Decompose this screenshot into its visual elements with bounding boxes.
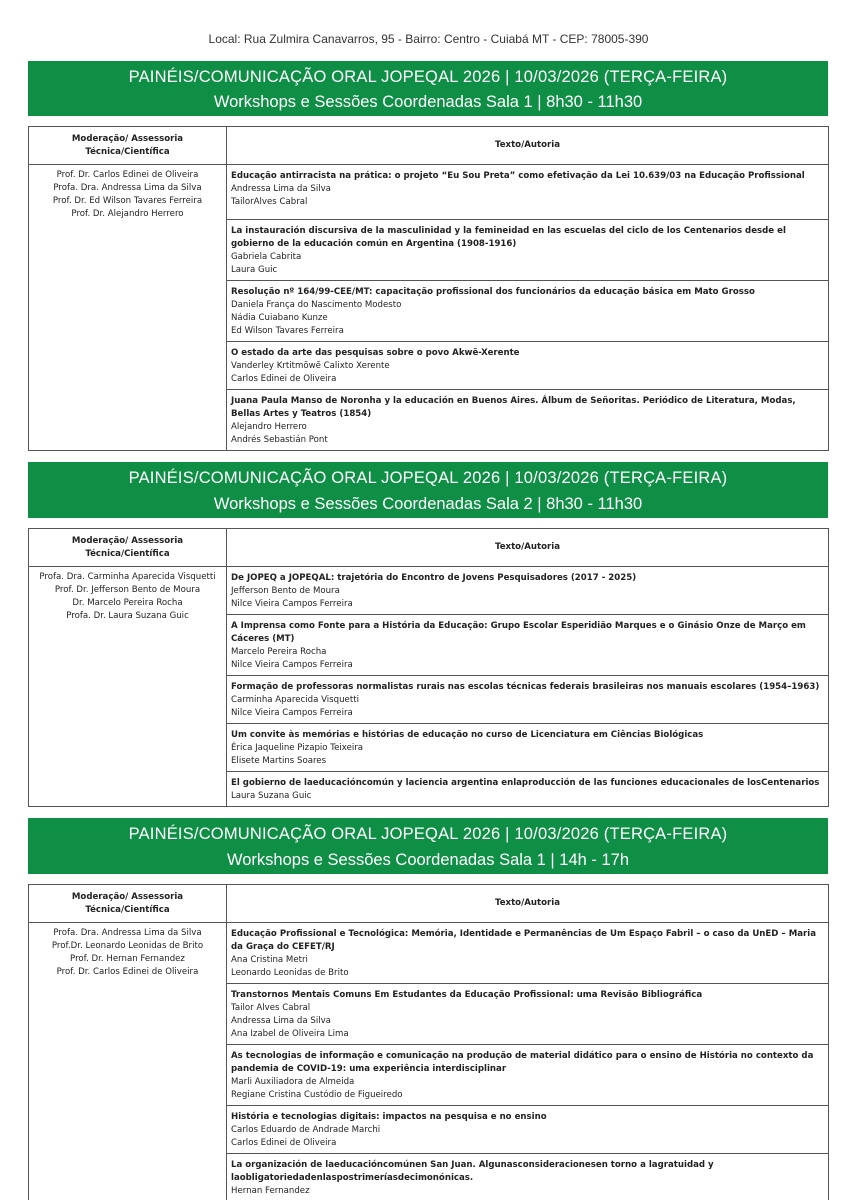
presentation-item <box>227 1106 829 1154</box>
presentation-author: Érica Jaqueline Pizapio Teixeira <box>231 743 364 753</box>
presentation-author: Leonardo Leonidas de Brito <box>231 968 349 978</box>
presentation-title: Juana Paula Manso de Noronha y la educación en Buenos Aires. Álbum de Señoritas. Periódico de Literatura, Modas, Bellas Artes y Teatros (1854) <box>231 396 796 419</box>
presentation-item <box>227 724 829 772</box>
presentation-author: Alejandro Herrero <box>231 422 307 432</box>
presentation-author: Laura Suzana Guic <box>231 791 312 801</box>
moderator: Profa. Dra. Carminha Aparecida Visquetti <box>39 572 216 582</box>
venue-address: Local: Rua Zulmira Canavarros, 95 - Bairro: Centro - Cuiabá MT - CEP: 78005-390 <box>208 32 649 46</box>
presentation-author: Hernan Fernandez <box>231 1186 310 1196</box>
moderator: Prof. Dr. Carlos Edinei de Oliveira <box>56 170 199 180</box>
presentation-author: Ed Wilson Tavares Ferreira <box>231 326 344 336</box>
presentation-author: Regiane Cristina Custódio de Figueiredo <box>231 1090 403 1100</box>
presentation-title: De JOPEQ a JOPEQAL: trajetória do Encontro de Jovens Pesquisadores (2017 - 2025) <box>231 573 637 583</box>
presentation-author: TailorAlves Cabral <box>231 197 308 207</box>
presentation-item <box>227 923 829 984</box>
presentation-item <box>227 1045 829 1106</box>
presentation-item <box>227 567 829 615</box>
session-subtitle: Workshops e Sessões Coordenadas Sala 1 | 8h30 - 11h30 <box>213 93 643 111</box>
presentation-author: Carlos Edinei de Oliveira <box>231 1138 337 1148</box>
moderator: Prof. Dr. Jefferson Bento de Moura <box>54 585 201 595</box>
presentation-item <box>227 165 829 220</box>
presentation-title: A Imprensa como Fonte para a História da Educação: Grupo Escolar Esperidião Marques e o Ginásio Onze de Março em Cáceres (MT) <box>231 621 806 644</box>
presentation-author: Ana Cristina Metri <box>231 955 308 965</box>
presentation-author: Gabriela Cabrita <box>231 252 302 262</box>
presentation-title: Educação antirracista na prática: o projeto “Eu Sou Preta” como efetivação da Lei 10.639/03 na Educação Profissional <box>231 171 805 181</box>
presentation-author: Andrés Sebastián Pont <box>231 435 328 445</box>
presentation-item <box>227 390 829 451</box>
moderator: Dr. Marcelo Pereira Rocha <box>72 598 183 608</box>
presentation-author: Ana Izabel de Oliveira Lima <box>231 1029 349 1039</box>
header-text-authorship: Texto/Autoria <box>227 529 829 567</box>
session-subtitle: Workshops e Sessões Coordenadas Sala 1 | 14h - 17h <box>226 851 630 869</box>
presentation-title: Transtornos Mentais Comuns Em Estudantes da Educação Profissional: uma Revisão Bibliográfica <box>231 990 703 1000</box>
presentation-item <box>227 281 829 342</box>
moderator: Prof. Dr. Ed Wilson Tavares Ferreira <box>52 196 203 206</box>
presentation-item <box>227 342 829 390</box>
session-banner-2 <box>28 462 828 518</box>
session-banner-1 <box>28 61 828 116</box>
presentation-author: Carlos Eduardo de Andrade Marchi <box>231 1125 381 1135</box>
presentation-item <box>227 984 829 1045</box>
moderators-cell <box>29 923 227 1200</box>
session-title: PAINÉIS/COMUNICAÇÃO ORAL JOPEQAL 2026 | 10/03/2026 (TERÇA-FEIRA) <box>128 469 728 487</box>
header-text-authorship: Texto/Autoria <box>227 127 829 165</box>
session-banner-3 <box>28 818 828 874</box>
moderator: Prof. Dr. Hernan Fernandez <box>70 954 185 964</box>
presentation-author: Carlos Edinei de Oliveira <box>231 374 337 384</box>
header-moderation: Moderação/ Assessoria Técnica/Científica <box>29 127 227 165</box>
presentation-author: Daniela França do Nascimento Modesto <box>231 300 402 310</box>
presentation-item <box>227 772 829 807</box>
presentation-author: Andressa Lima da Silva <box>231 184 331 194</box>
presentation-author: Nádia Cuiabano Kunze <box>231 313 328 323</box>
presentation-author: Carminha Aparecida Visquetti <box>231 695 359 705</box>
moderator: Profa. Dra. Andressa Lima da Silva <box>53 183 202 193</box>
moderators-cell <box>29 567 227 807</box>
presentation-title: El gobierno de laeducacióncomún y laciencia argentina enlaproducción de las funciones educacionales de losCentenarios <box>231 778 820 788</box>
moderator: Profa. Dra. Andressa Lima da Silva <box>53 928 202 938</box>
presentation-author: Tailor Alves Cabral <box>231 1003 311 1013</box>
presentation-item <box>227 220 829 281</box>
presentation-title: Resolução nº 164/99-CEE/MT: capacitação profissional dos funcionários da educação básica em Mato Grosso <box>231 287 755 297</box>
presentation-author: Elisete Martins Soares <box>231 756 327 766</box>
session-table-3 <box>28 884 829 1200</box>
moderator: Prof.Dr. Leonardo Leonidas de Brito <box>51 941 204 951</box>
presentation-author: Nilce Vieira Campos Ferreira <box>231 708 353 718</box>
presentation-title: Educação Profissional e Tecnológica: Memória, Identidade e Permanências de Um Espaço Fabril – o caso da UnED – Maria da Graça do CEFET/RJ <box>231 929 817 952</box>
session-subtitle: Workshops e Sessões Coordenadas Sala 2 | 8h30 - 11h30 <box>213 495 643 513</box>
presentation-title: Um convite às memórias e histórias de educação no curso de Licenciatura em Ciências Biológicas <box>231 730 704 740</box>
presentation-title: As tecnologias de informação e comunicação na produção de material didático para o ensino de História no contexto da pandemia de COVID-19: uma experiência interdisciplinar <box>231 1051 814 1074</box>
session-title: PAINÉIS/COMUNICAÇÃO ORAL JOPEQAL 2026 | 10/03/2026 (TERÇA-FEIRA) <box>128 825 728 843</box>
header-moderation: Moderação/ Assessoria Técnica/Científica <box>29 885 227 923</box>
presentation-author: Vanderley Krtitmõwẽ Calixto Xerente <box>231 361 390 371</box>
presentation-author: Laura Guic <box>231 265 278 275</box>
moderator: Prof. Dr. Carlos Edinei de Oliveira <box>56 967 199 977</box>
presentation-author: Jefferson Bento de Moura <box>231 586 340 596</box>
presentation-author: Marli Auxiliadora de Almeida <box>231 1077 355 1087</box>
presentation-title: La organización de laeducacióncomúnen San Juan. Algunasconsideracionesen torno a lagratuidad y laobligatoriedadenlaspostrimeríasdecimonónicas. <box>231 1160 714 1183</box>
presentation-author: Nilce Vieira Campos Ferreira <box>231 660 353 670</box>
moderator: Prof. Dr. Alejandro Herrero <box>71 209 184 219</box>
session-title: PAINÉIS/COMUNICAÇÃO ORAL JOPEQAL 2026 | 10/03/2026 (TERÇA-FEIRA) <box>128 68 728 86</box>
moderator: Profa. Dr. Laura Suzana Guic <box>66 611 189 621</box>
session-table-2 <box>28 528 829 807</box>
moderators-cell <box>29 165 227 451</box>
header-text-authorship: Texto/Autoria <box>227 885 829 923</box>
header-moderation: Moderação/ Assessoria Técnica/Científica <box>29 529 227 567</box>
presentation-author: Nilce Vieira Campos Ferreira <box>231 599 353 609</box>
presentation-title: La instauración discursiva de la masculinidad y la femineidad en las escuelas del ciclo de los Centenarios desde el gobierno de la educación común en Argentina (1908-1916) <box>231 226 786 249</box>
presentation-title: História e tecnologias digitais: impactos na pesquisa e no ensino <box>231 1112 547 1122</box>
presentation-author: Marcelo Pereira Rocha <box>231 647 327 657</box>
presentation-author: Andressa Lima da Silva <box>231 1016 331 1026</box>
presentation-item <box>227 1154 829 1200</box>
presentation-title: O estado da arte das pesquisas sobre o povo Akwẽ-Xerente <box>231 348 520 358</box>
presentation-item <box>227 676 829 724</box>
presentation-item <box>227 615 829 676</box>
session-table-1 <box>28 126 829 451</box>
presentation-title: Formação de professoras normalistas rurais nas escolas técnicas federais brasileiras nos manuais escolares (1954–1963) <box>231 682 820 692</box>
